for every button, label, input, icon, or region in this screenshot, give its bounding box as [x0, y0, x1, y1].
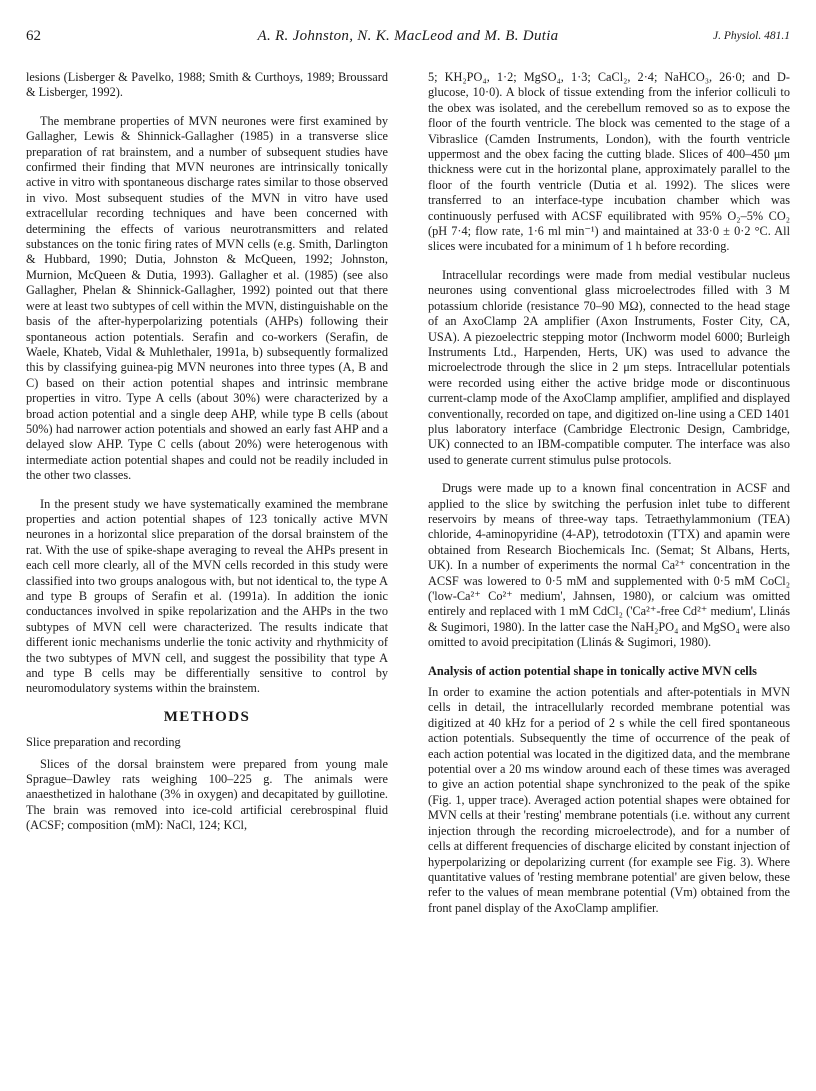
paragraph: 5; KH₂PO₄, 1·2; MgSO₄, 1·3; CaCl₂, 2·4; NaHCO₃, 26·0; and D-glucose, 10·0). A block of tissue extending from the inferior colliculi to the obex was isolated, and the cerebellum removed so as to expose the floor of the fourth ventricle. The block was cemented to the stage of a Vibraslice (Camden Instruments, London), with the fourth ventricle uppermost and the obex facing the cutting blade. Slices of 400–450 μm thickness were cut in the horizontal plane, approximately parallel to the floor of the fourth ventricle (Dutia et al. 1992). The slices were transferred to an interface-type incubation chamber which was continuously perfused with ACSF equilibrated with 95% O₂–5% CO₂ (pH 7·4; flow rate, 1·6 ml min⁻¹) and maintained at 33·0 ± 0·2 °C. All slices were incubated for a minimum of 1 h before recording.	[428, 70, 790, 254]
section-title: METHODS	[163, 708, 251, 725]
paragraph: In order to examine the action potentials and after-potentials in MVN cells in detail, the intracellularly recorded membrane potential was digitized at 40 kHz for a period of 2 s while the cell fired spontaneous action potentials. Subsequently the time of occurrence of the peak of each action potential was located in the digitized data, and the membrane potential over a 20 ms window around each of these times was averaged to give an action potential shape synchronized to the peak of the spike (Fig. 1, upper trace). Averaged action potential shapes were obtained for MVN cells at their 'resting' membrane potentials (i.e. without any current injection through the recording microelectrode), and for a number of cells at different frequencies of discharge elicited by constant injection of hyperpolarizing or depolarizing current (for example see Fig. 3). Where quantitative values of 'resting membrane potential' are given below, these refer to the values of mean membrane potential (Vm) obtained from the front panel display of the AxoClamp amplifier.	[428, 685, 790, 915]
paragraph: lesions (Lisberger & Pavelko, 1988; Smith & Curthoys, 1989; Broussard & Lisberger, 1992).	[26, 70, 388, 100]
paragraph: Slices of the dorsal brainstem were prepared from young male Sprague–Dawley rats weighing 100–225 g. The animals were anaesthetized in halothane (3% in oxygen) and decapitated by guillotine. The brain was removed into ice-cold artificial cerebrospinal fluid (ACSF; composition (mM): NaCl, 124; KCl,	[26, 756, 388, 833]
journal-reference: J. Physiol. 481.1	[713, 30, 790, 42]
page-number: 62	[26, 28, 41, 44]
paragraph: Intracellular recordings were made from medial vestibular nucleus neurones using conventional glass microelectrodes filled with 3 M potassium chloride (resistance 70–90 MΩ), connected to the head stage of an AxoClamp 2A amplifier (Axon Instruments, Foster City, CA, USA). A piezoelectric stepping motor (Inchworm model 6000; Burleigh Instruments Ltd., Harpenden, Herts, UK) was used to advance the microelectrode through the slice in 2 μm steps. Intracellular potentials were recorded using either the active bridge mode or discontinuous current-clamp mode of the AxoClamp amplifier, amplified and displayed conventionally, recorded on tape, and digitized on-line using a CED 1401 plus laboratory interface (Cambridge Electronic Design, Cambridge, UK) connected to an IBM-compatible computer. The interface was also used to generate current stimulus pulse protocols.	[428, 267, 790, 467]
running-header	[26, 26, 790, 46]
running-authors: A. R. Johnston, N. K. MacLeod and M. B. Dutia	[257, 28, 559, 44]
paragraph: The membrane properties of MVN neurones were first examined by Gallagher, Lewis & Shinnick-Gallagher (1985) in a transverse slice preparation of rat brainstem, and a number of subsequent studies have confirmed their finding that MVN neurones are intrinsically tonically active in vitro with spontaneous discharge rates similar to those observed in vivo. Most subsequent studies of the MVN in vitro have used extracellular recording techniques and have been concerned with determining the effects of various neurotransmitters and related substances on the tonic firing rates of MVN cells (e.g. Smith, Darlington & Hubbard, 1990; Dutia, Johnston & McQueen, 1992; Johnston, Murnion, McQueen & Dutia, 1993). Gallagher et al. (1985) (see also Gallagher, Phelan & Shinnick-Gallagher, 1992) pointed out that there were at least two subtypes of cell within the MVN, distinguishable on the basis of the after-hyperpolarizing potentials (AHPs) following their spontaneous action potentials. Serafin and co-workers (Serafin, de Waele, Khateb, Vidal & Muhlethaler, 1991a, b) subsequently formalized this by classifying guinea-pig MVN neurones into three types (A, B and C) based on their action potential shapes and intrinsic membrane properties in vitro. Type A cells (about 30%) were characterized by a broad action potential and a single deep AHP, while type B cells (about 50%) had narrower action potentials and showed an early fast AHP and a delayed slow AHP. Type C cells (about 20%) were heterogenous with intermediate action potential shapes and could not be readily included in the other two classes.	[26, 113, 388, 483]
subsection-heading: Analysis of action potential shape in tonically active MVN cells	[428, 663, 757, 678]
right-column	[428, 70, 790, 929]
paragraph: In the present study we have systematically examined the membrane properties and action potential shapes of 123 tonically active MVN neurones in a horizontal slice preparation of the dorsal brainstem of the rat. With the use of spike-shape averaging to reveal the AHPs present in each cell more clearly, all of the MVN cells recorded in this study were classified into two groups analogous with, but not identical to, the type A and type B groups of Serafin et al. (1991a). In addition the ionic conductances involved in spike repolarization and the AHPs in the two subtypes of MVN cell were characterized. The results indicate that different ionic mechanisms underlie the tonic activity and rhythmicity of the two subtypes of MVN cell, and suggest the possibility that type A and type B cells may be differentially sensitive to control by neuromodulatory systems within the brainstem.	[26, 496, 388, 696]
subsection-heading: Slice preparation and recording	[26, 735, 181, 750]
left-column	[26, 70, 388, 847]
paragraph: Drugs were made up to a known final concentration in ACSF and applied to the slice by switching the perfusion inlet tube to different reservoirs by means of three-way taps. Tetraethylammonium (TEA) chloride, 4-aminopyridine (4-AP), tetrodotoxin (TTX) and apamin were obtained from Research Biochemicals Inc. (Semat; St Albans, Herts, UK). In a number of experiments the normal Ca²⁺ concentration in the ACSF was lowered to 0·5 mM and supplemented with 0·5 mM CoCl₂ ('low-Ca²⁺ Co²⁺ medium', Jahnsen, 1980), or calcium was omitted entirely and replaced with 1 mM CdCl₂ ('Ca²⁺-free Cd²⁺ medium', Llinás & Sugimori, 1980). In the latter case the NaH₂PO₄ and MgSO₄ were also omitted to avoid precipitation (Llinás & Sugimori, 1980).	[428, 481, 790, 650]
